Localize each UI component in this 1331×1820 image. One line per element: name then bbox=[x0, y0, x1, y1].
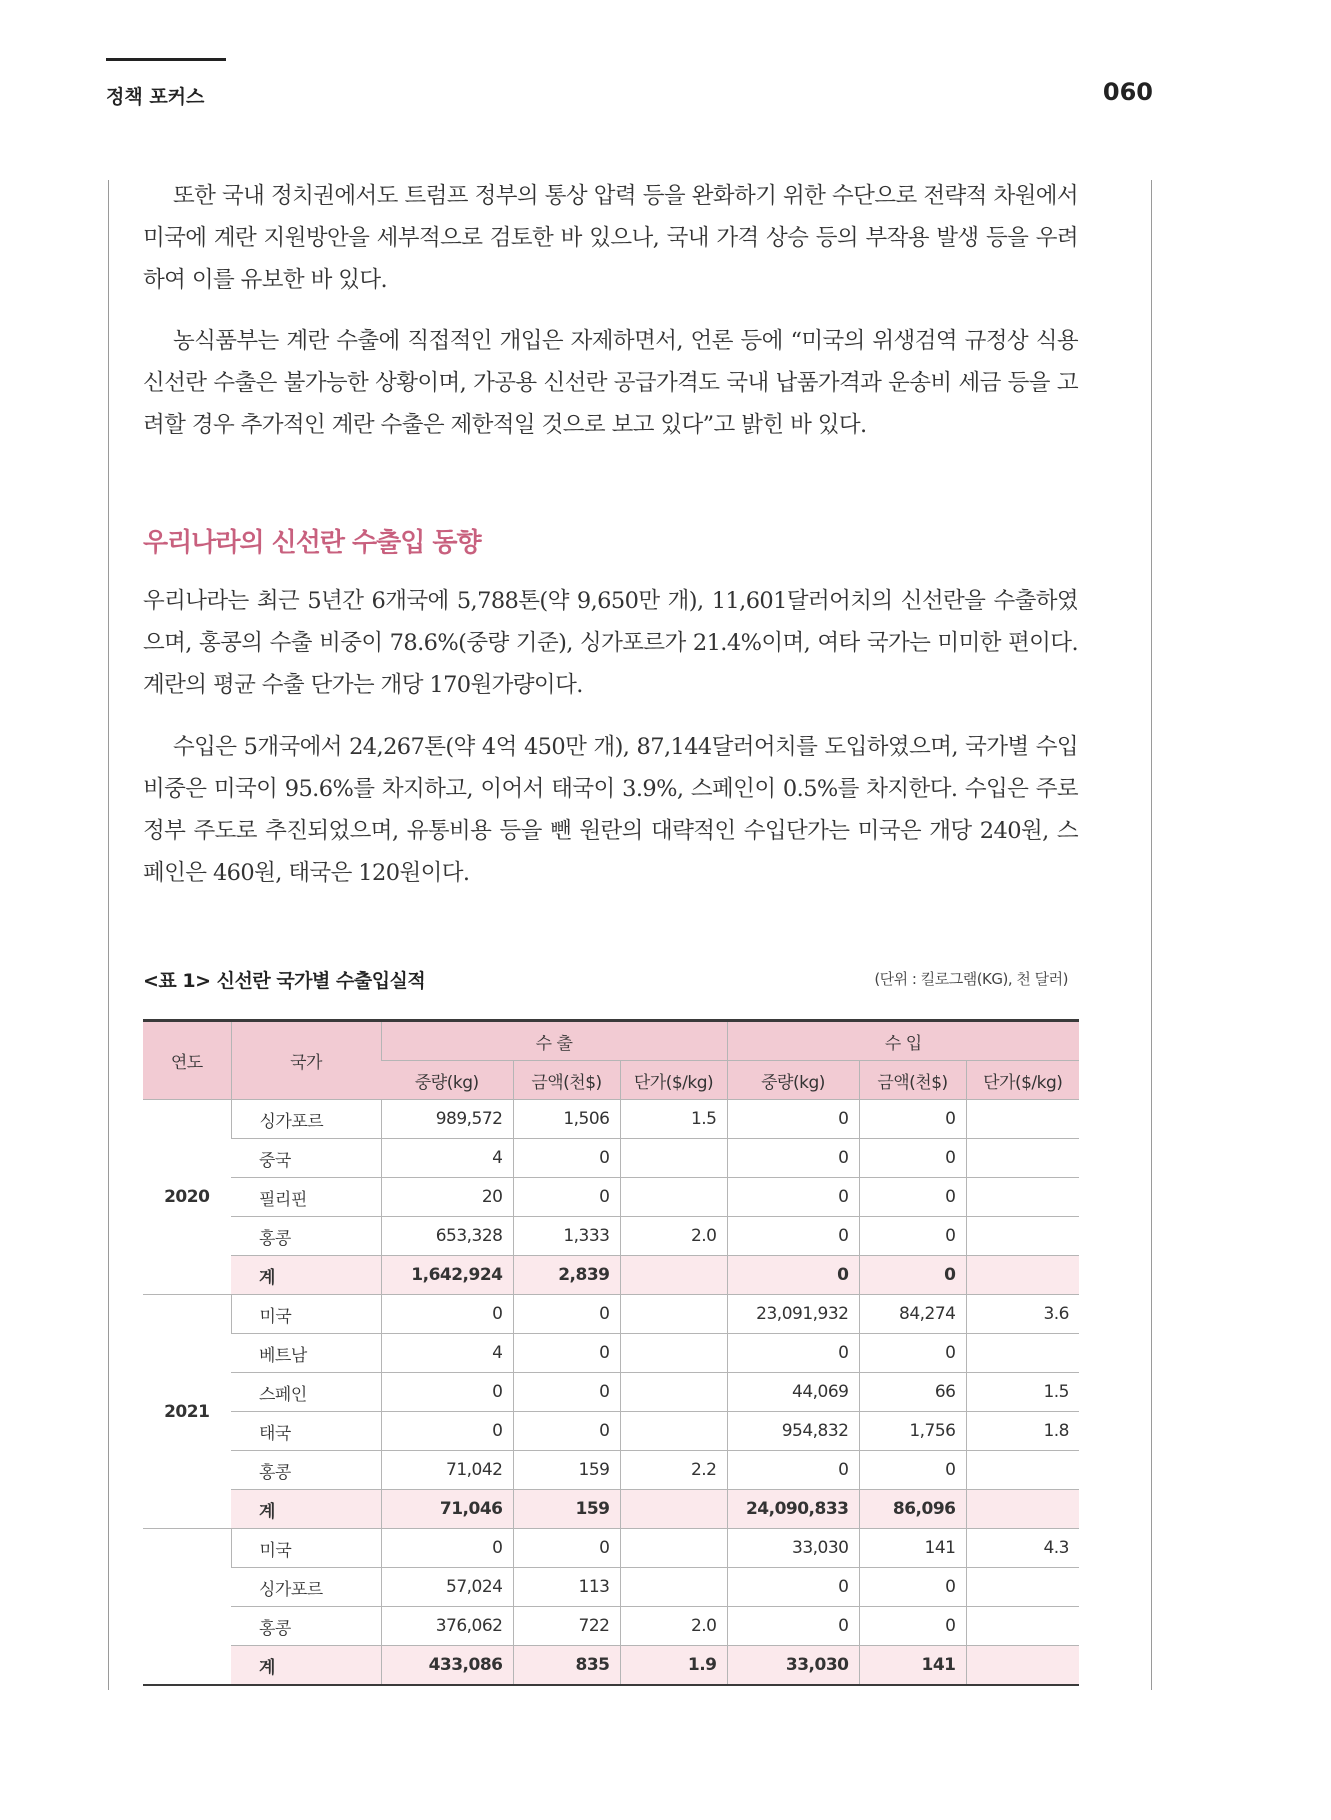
import-unit-price-cell bbox=[966, 1646, 1079, 1686]
export-amount-cell: 113 bbox=[513, 1568, 620, 1607]
table-row bbox=[143, 1373, 1079, 1412]
import-unit-price-cell bbox=[966, 1178, 1079, 1217]
export-unit-price-cell: 1.9 bbox=[620, 1646, 727, 1686]
table-row bbox=[143, 1139, 1079, 1178]
country-cell: 미국 bbox=[231, 1295, 381, 1334]
import-unit-price-cell bbox=[966, 1139, 1079, 1178]
export-amount-cell: 0 bbox=[513, 1295, 620, 1334]
table-row bbox=[143, 1178, 1079, 1217]
export-unit-price-cell bbox=[620, 1256, 727, 1295]
export-weight-cell: 0 bbox=[381, 1529, 513, 1568]
export-unit-price-cell bbox=[620, 1334, 727, 1373]
import-weight-cell: 0 bbox=[727, 1256, 859, 1295]
export-weight-cell: 71,046 bbox=[381, 1490, 513, 1529]
section-paragraph: 수입은 5개국에서 24,267톤(약 4억 450만 개), 87,144달러어치를 도입하였으며, 국가별 수입 비중은 미국이 95.6%를 차지하고, 이어서 태국이 3.9%, 스페인이 0.5%를 차지한다. 수입은 주로 정부 주도로 추진되었으며, 유통비용 등을 뺀 원란의 대략적인 수입단가는 미국은 개당 240원, 스페인은 460원, 태국은 120원이다. bbox=[143, 734, 1078, 886]
body-paragraph: 또한 국내 정치권에서도 트럼프 정부의 통상 압력 등을 완화하기 위한 수단으로 전략적 차원에서 미국에 계란 지원방안을 세부적으로 검토한 바 있으나, 국내 가격 상승 등의 부작용 발생 등을 우려하여 이를 유보한 바 있다. bbox=[143, 183, 1078, 293]
table-row bbox=[143, 1295, 1079, 1334]
header-import: 수 입 bbox=[727, 1021, 1079, 1061]
export-amount-cell: 159 bbox=[513, 1490, 620, 1529]
table-row bbox=[143, 1412, 1079, 1451]
table-row bbox=[143, 1607, 1079, 1646]
export-unit-price-cell bbox=[620, 1568, 727, 1607]
country-cell: 계 bbox=[231, 1490, 381, 1529]
import-weight-cell: 0 bbox=[727, 1178, 859, 1217]
import-weight-cell: 33,030 bbox=[727, 1646, 859, 1686]
country-cell: 계 bbox=[231, 1256, 381, 1295]
import-amount-cell: 0 bbox=[859, 1451, 966, 1490]
import-weight-cell: 0 bbox=[727, 1217, 859, 1256]
right-margin-rule bbox=[1151, 180, 1152, 1690]
export-weight-cell: 4 bbox=[381, 1139, 513, 1178]
table-row bbox=[143, 1100, 1079, 1139]
table-row bbox=[143, 1256, 1079, 1295]
country-cell: 베트남 bbox=[231, 1334, 381, 1373]
import-unit-price-cell bbox=[966, 1334, 1079, 1373]
header-export-weight: 중량(kg) bbox=[381, 1061, 513, 1100]
section-paragraph-1-block bbox=[143, 580, 1078, 706]
import-unit-price-cell: 4.3 bbox=[966, 1529, 1079, 1568]
export-weight-cell: 1,642,924 bbox=[381, 1256, 513, 1295]
export-weight-cell: 433,086 bbox=[381, 1646, 513, 1686]
year-cell bbox=[143, 1529, 231, 1686]
export-unit-price-cell bbox=[620, 1139, 727, 1178]
table-row bbox=[143, 1568, 1079, 1607]
import-unit-price-cell: 1.8 bbox=[966, 1412, 1079, 1451]
import-amount-cell: 141 bbox=[859, 1529, 966, 1568]
import-unit-price-cell bbox=[966, 1100, 1079, 1139]
import-amount-cell: 84,274 bbox=[859, 1295, 966, 1334]
country-cell: 홍콩 bbox=[231, 1607, 381, 1646]
import-amount-cell: 141 bbox=[859, 1646, 966, 1686]
body-paragraph: 농식품부는 계란 수출에 직접적인 개입은 자제하면서, 언론 등에 “미국의 위생검역 규정상 식용 신선란 수출은 불가능한 상황이며, 가공용 신선란 공급가격도 국내 납품가격과 운송비 세금 등을 고려할 경우 추가적인 계란 수출은 제한적일 것으로 보고 있다”고 밝힌 바 있다. bbox=[143, 328, 1078, 438]
import-unit-price-cell bbox=[966, 1217, 1079, 1256]
import-unit-price-cell: 1.5 bbox=[966, 1373, 1079, 1412]
import-weight-cell: 0 bbox=[727, 1139, 859, 1178]
section-paragraph: 우리나라는 최근 5년간 6개국에 5,788톤(약 9,650만 개), 11,601달러어치의 신선란을 수출하였으며, 홍콩의 수출 비중이 78.6%(중량 기준), 싱가포르가 21.4%이며, 여타 국가는 미미한 편이다. 계란의 평균 수출 단가는 개당 170원가량이다. bbox=[143, 588, 1078, 698]
country-cell: 계 bbox=[231, 1646, 381, 1686]
import-amount-cell: 0 bbox=[859, 1139, 966, 1178]
header-section-title: 정책 포커스 bbox=[106, 86, 205, 108]
header-rule bbox=[106, 58, 226, 61]
export-weight-cell: 57,024 bbox=[381, 1568, 513, 1607]
export-amount-cell: 835 bbox=[513, 1646, 620, 1686]
import-unit-price-cell bbox=[966, 1490, 1079, 1529]
body-paragraph-1-block bbox=[143, 175, 1078, 301]
import-amount-cell: 1,756 bbox=[859, 1412, 966, 1451]
import-weight-cell: 0 bbox=[727, 1100, 859, 1139]
header-export: 수 출 bbox=[381, 1021, 727, 1061]
export-unit-price-cell bbox=[620, 1412, 727, 1451]
header-country: 국가 bbox=[231, 1021, 381, 1100]
export-amount-cell: 1,333 bbox=[513, 1217, 620, 1256]
header-import-weight: 중량(kg) bbox=[727, 1061, 859, 1100]
import-amount-cell: 0 bbox=[859, 1568, 966, 1607]
header-export-unit-price: 단가($/kg) bbox=[620, 1061, 727, 1100]
export-unit-price-cell: 2.0 bbox=[620, 1607, 727, 1646]
export-amount-cell: 2,839 bbox=[513, 1256, 620, 1295]
export-amount-cell: 0 bbox=[513, 1412, 620, 1451]
export-amount-cell: 0 bbox=[513, 1334, 620, 1373]
export-unit-price-cell bbox=[620, 1490, 727, 1529]
table-row bbox=[143, 1529, 1079, 1568]
country-cell: 싱가포르 bbox=[231, 1568, 381, 1607]
header-export-amount: 금액(천$) bbox=[513, 1061, 620, 1100]
import-unit-price-cell bbox=[966, 1607, 1079, 1646]
export-weight-cell: 989,572 bbox=[381, 1100, 513, 1139]
table-body bbox=[143, 1100, 1079, 1686]
table-row bbox=[143, 1217, 1079, 1256]
import-weight-cell: 44,069 bbox=[727, 1373, 859, 1412]
page-number: 060 bbox=[1102, 78, 1153, 106]
export-amount-cell: 0 bbox=[513, 1139, 620, 1178]
country-cell: 필리핀 bbox=[231, 1178, 381, 1217]
year-cell: 2020 bbox=[143, 1100, 231, 1295]
export-unit-price-cell: 2.2 bbox=[620, 1451, 727, 1490]
table-title: <표 1> 신선란 국가별 수출입실적 bbox=[143, 970, 426, 992]
export-import-table bbox=[143, 1019, 1079, 1686]
import-weight-cell: 33,030 bbox=[727, 1529, 859, 1568]
body-paragraph-2-block bbox=[143, 320, 1078, 446]
import-amount-cell: 0 bbox=[859, 1334, 966, 1373]
table-row bbox=[143, 1646, 1079, 1686]
table-row bbox=[143, 1451, 1079, 1490]
export-amount-cell: 0 bbox=[513, 1178, 620, 1217]
import-amount-cell: 0 bbox=[859, 1100, 966, 1139]
export-unit-price-cell bbox=[620, 1373, 727, 1412]
section-paragraph-2-block bbox=[143, 726, 1078, 894]
header-year: 연도 bbox=[143, 1021, 231, 1100]
header-import-amount: 금액(천$) bbox=[859, 1061, 966, 1100]
export-unit-price-cell bbox=[620, 1178, 727, 1217]
country-cell: 태국 bbox=[231, 1412, 381, 1451]
export-unit-price-cell: 2.0 bbox=[620, 1217, 727, 1256]
export-weight-cell: 0 bbox=[381, 1373, 513, 1412]
import-amount-cell: 0 bbox=[859, 1256, 966, 1295]
export-weight-cell: 4 bbox=[381, 1334, 513, 1373]
export-weight-cell: 653,328 bbox=[381, 1217, 513, 1256]
export-unit-price-cell bbox=[620, 1295, 727, 1334]
table-unit-note: (단위 : 킬로그램(KG), 천 달러) bbox=[874, 970, 1068, 988]
import-unit-price-cell bbox=[966, 1568, 1079, 1607]
import-amount-cell: 0 bbox=[859, 1178, 966, 1217]
import-unit-price-cell: 3.6 bbox=[966, 1295, 1079, 1334]
import-amount-cell: 66 bbox=[859, 1373, 966, 1412]
export-amount-cell: 0 bbox=[513, 1373, 620, 1412]
export-amount-cell: 1,506 bbox=[513, 1100, 620, 1139]
country-cell: 중국 bbox=[231, 1139, 381, 1178]
import-weight-cell: 24,090,833 bbox=[727, 1490, 859, 1529]
import-weight-cell: 0 bbox=[727, 1334, 859, 1373]
export-amount-cell: 159 bbox=[513, 1451, 620, 1490]
export-weight-cell: 0 bbox=[381, 1412, 513, 1451]
import-unit-price-cell bbox=[966, 1256, 1079, 1295]
export-amount-cell: 0 bbox=[513, 1529, 620, 1568]
country-cell: 싱가포르 bbox=[231, 1100, 381, 1139]
import-amount-cell: 0 bbox=[859, 1217, 966, 1256]
table-row bbox=[143, 1334, 1079, 1373]
import-weight-cell: 0 bbox=[727, 1568, 859, 1607]
import-weight-cell: 0 bbox=[727, 1607, 859, 1646]
export-weight-cell: 376,062 bbox=[381, 1607, 513, 1646]
export-weight-cell: 0 bbox=[381, 1295, 513, 1334]
import-weight-cell: 23,091,932 bbox=[727, 1295, 859, 1334]
section-heading: 우리나라의 신선란 수출입 동향 bbox=[143, 528, 481, 558]
year-cell: 2021 bbox=[143, 1295, 231, 1529]
header-import-unit-price: 단가($/kg) bbox=[966, 1061, 1079, 1100]
country-cell: 홍콩 bbox=[231, 1451, 381, 1490]
import-amount-cell: 0 bbox=[859, 1607, 966, 1646]
country-cell: 홍콩 bbox=[231, 1217, 381, 1256]
country-cell: 미국 bbox=[231, 1529, 381, 1568]
table-row bbox=[143, 1490, 1079, 1529]
import-weight-cell: 0 bbox=[727, 1451, 859, 1490]
import-unit-price-cell bbox=[966, 1451, 1079, 1490]
export-unit-price-cell: 1.5 bbox=[620, 1100, 727, 1139]
country-cell: 스페인 bbox=[231, 1373, 381, 1412]
import-amount-cell: 86,096 bbox=[859, 1490, 966, 1529]
export-amount-cell: 722 bbox=[513, 1607, 620, 1646]
export-weight-cell: 20 bbox=[381, 1178, 513, 1217]
import-weight-cell: 954,832 bbox=[727, 1412, 859, 1451]
export-weight-cell: 71,042 bbox=[381, 1451, 513, 1490]
export-unit-price-cell bbox=[620, 1529, 727, 1568]
left-margin-rule bbox=[108, 180, 109, 1690]
